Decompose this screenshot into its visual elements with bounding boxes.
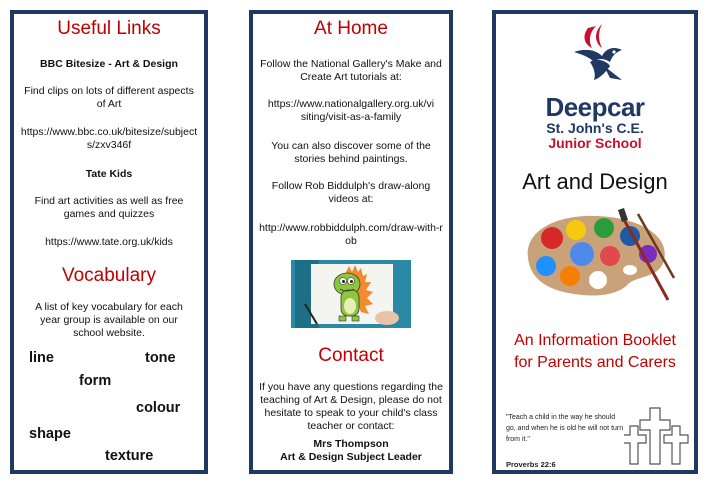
- rob-biddulph-link[interactable]: http://www.robbiddulph.com/draw-with-rob: [259, 222, 443, 247]
- national-gallery-link[interactable]: https://www.nationalgallery.org.uk/visiting/visit-as-a-family: [267, 98, 435, 123]
- useful-links-panel: [10, 10, 208, 474]
- contact-name: Mrs Thompson: [313, 438, 389, 450]
- vocab-word-tone: tone: [145, 350, 176, 366]
- bible-quote-reference: Proverbs 22:6: [506, 460, 556, 469]
- at-home-panel: [249, 10, 453, 474]
- vocab-word-texture: texture: [105, 448, 154, 464]
- school-name-line3: Junior School: [548, 135, 642, 151]
- vocabulary-heading: Vocabulary: [61, 265, 156, 286]
- vocabulary-description: A list of key vocabulary for each year group is available on our school website.: [35, 301, 183, 339]
- contact-text: If you have any questions regarding the teaching of Art & Design, please do not hesitate to speak to your child's class teacher or contact:: [259, 381, 443, 432]
- paint-palette-image: [518, 208, 678, 304]
- paintings-stories-text: You can also discover some of the stories behind paintings.: [271, 140, 431, 165]
- vocab-word-shape: shape: [29, 426, 71, 442]
- school-logo-bird-icon: [566, 22, 630, 84]
- contact-role: Art & Design Subject Leader: [280, 451, 422, 463]
- national-gallery-text: Follow the National Gallery's Make and Create Art tutorials at:: [260, 58, 442, 83]
- cover-subtitle: An Information Booklet for Parents and Carers: [514, 332, 676, 371]
- crosses-icon: [624, 406, 690, 466]
- bbc-bitesize-title: BBC Bitesize - Art & Design: [40, 58, 178, 70]
- bible-quote: "Teach a child in the way he should go, and when he is old he will not turn from it.": [506, 414, 624, 443]
- tate-kids-title: Tate Kids: [85, 168, 133, 180]
- cover-panel: [492, 10, 698, 474]
- vocab-word-form: form: [79, 373, 112, 389]
- contact-heading: Contact: [318, 345, 384, 366]
- rob-biddulph-text: Follow Rob Biddulph's draw-along videos at:: [271, 180, 431, 205]
- at-home-heading: At Home: [314, 18, 388, 39]
- vocab-word-colour: colour: [136, 400, 181, 416]
- dinosaur-drawing-image: [291, 260, 411, 328]
- useful-links-heading: Useful Links: [57, 18, 161, 39]
- school-name-line1: Deepcar: [545, 92, 645, 122]
- bbc-bitesize-description: Find clips on lots of different aspects of Art: [24, 85, 194, 110]
- vocab-word-line: line: [29, 350, 54, 366]
- tate-kids-link[interactable]: https://www.tate.org.uk/kids: [45, 236, 173, 248]
- bbc-bitesize-link[interactable]: https://www.bbc.co.uk/bitesize/subjects/zxv346f: [20, 126, 198, 151]
- school-name-line2: St. John's C.E.: [546, 120, 644, 136]
- cover-title: Art and Design: [522, 169, 668, 194]
- tate-kids-description: Find art activities as well as free games and quizzes: [34, 195, 184, 220]
